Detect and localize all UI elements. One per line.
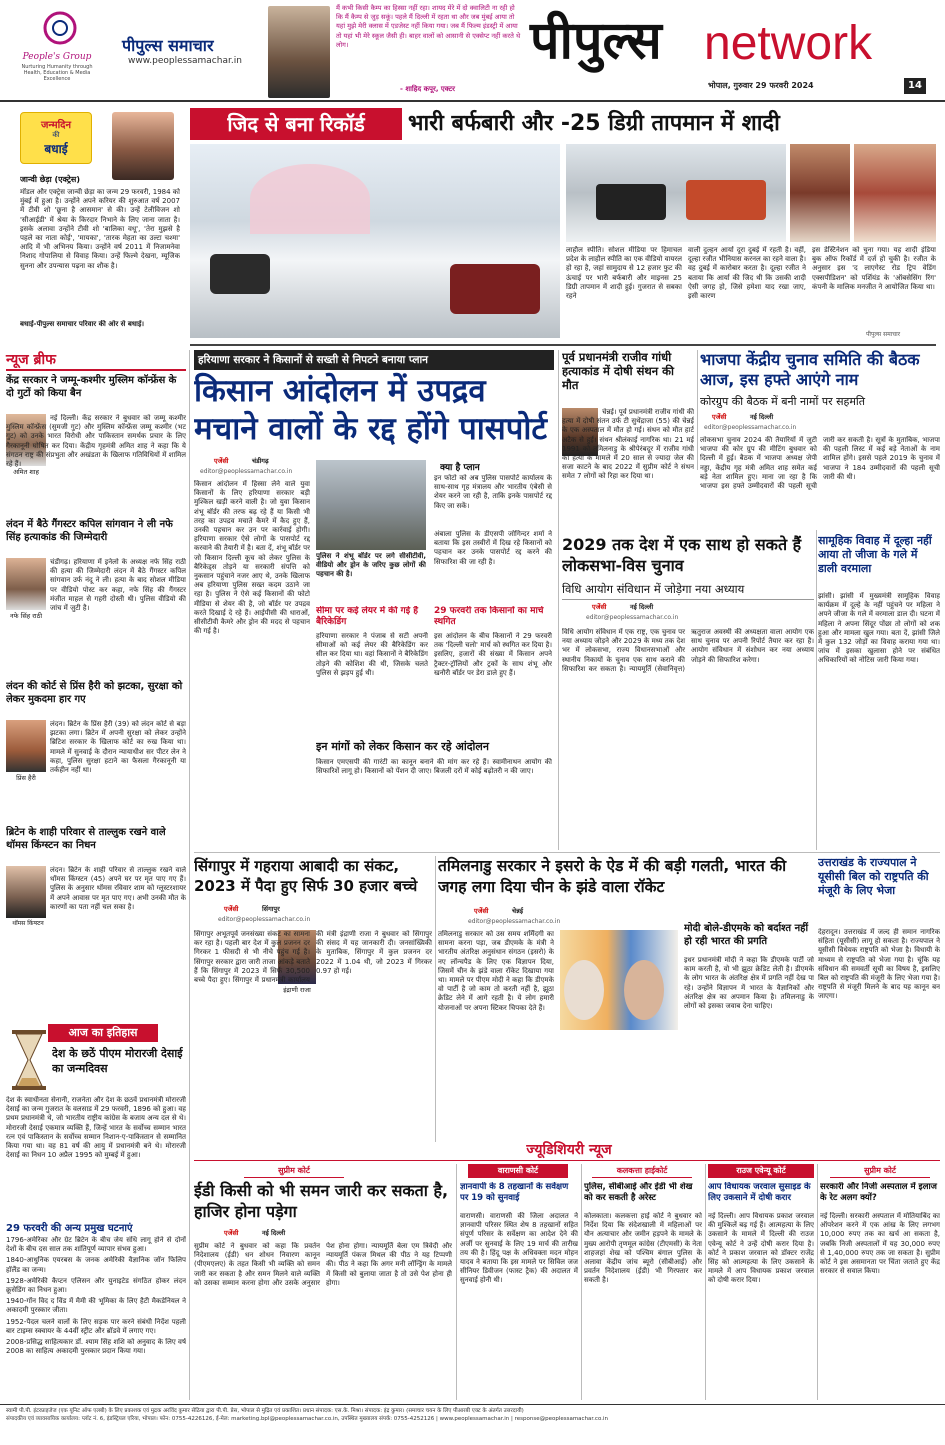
isro-place: चेन्नई [512, 907, 524, 915]
history-event: 1796-अमेरिका और ग्रेट ब्रिटेन के बीच जेय संधि लागू होने से दोनों देशों के बीच दस साल तक शांतिपूर्ण व्यापार संभव हुआ। [6, 1236, 186, 1254]
ed-body: सुप्रीम कोर्ट ने बुधवार को कहा कि प्रवर्तन निदेशालय (ईडी) धन शोधन निवारण कानून (पीएमएलए) के तहत किसी भी व्यक्ति को समन जारी कर सकता है और समन मिलने वाले व्यक्ति को उसका सम्मान करना होगा और उसके अनुसार पेश होना होगा। न्यायमूर्ति बेला एम त्रिवेदी और न्यायमूर्ति पंकज मिथल की पीठ ने यह टिप्पणी की। पीठ ने कहा कि अगर मनी लॉन्ड्रिंग के मामले में किसी को बुलाया जाता है तो उसे पेश होना ही होगा। [194, 1242, 452, 1287]
hospitals-headline: सरकारी और निजी अस्पताल में इलाज के रेट अलग क्यों? [820, 1182, 937, 1203]
passport-sub1-title: सीमा पर कई लेयर में की गई है बैरिकेडिंग [316, 606, 419, 627]
rouse-tag: राउज एवेन्यू कोर्ट [708, 1164, 814, 1178]
judiciary-hospitals [820, 1164, 940, 1400]
bjp-email: editor@peoplessamachar.co.in [704, 424, 797, 431]
rouse-headline: आप विधायक जरवाल सुसाइड के लिए उकसाने में दोषी करार [708, 1182, 811, 1203]
marriage-story [818, 534, 940, 850]
judiciary-calcutta [584, 1164, 702, 1400]
left-column-rule [189, 350, 190, 1400]
isro-email: editor@peoplessamachar.co.in [468, 918, 561, 925]
logo-icon [40, 8, 80, 48]
wedding-credit: पीपुल्स समाचार [866, 331, 901, 338]
one-nation-credit: एजेंसी [592, 603, 607, 611]
wedding-jeep-photo [566, 144, 786, 242]
brief-2-body: चंडीगढ़। हरियाणा में इनेलो के अध्यक्ष नफे सिंह राठी की हत्या की जिम्मेदारी लंदन में बैठे गैंगस्टर कपिल सांगवान उर्फ नंदू ने ली। हत्या के बाद सोशल मीडिया पर वीडियो पोस्ट कर कहा, नफे सिंह की गैंगस्टर मंजीत माहल से गहरी दोस्ती थी। पुलिस वीडियो की जांच में जुटी है। [50, 558, 186, 613]
brief-1-headline: केंद्र सरकार ने जम्मू-कश्मीर मुस्लिम कॉन्फ्रेंस के दो गुटों को किया बैन [6, 375, 177, 399]
passport-place: चंडीगढ़ [252, 457, 269, 465]
mid-column-rule [558, 350, 559, 850]
footer-imprint [6, 1407, 939, 1441]
nafe-singh-photo [6, 558, 46, 610]
brief-3-caption: प्रिंस हैरी [16, 774, 36, 782]
brand-name: पीपुल्स समाचार [122, 36, 214, 55]
history-event: 1840-आधुनिक एयरबस के जनक अमेरिकी वैज्ञानिक जॉन फिलिप हॉलैंड का जन्म। [6, 1256, 186, 1274]
isro-headline: तमिलनाडु सरकार ने इसरो के ऐड में की बड़ी गलती, भारत की जगह लगा दिया चीन के झंडे वाला रॉकेट [438, 857, 787, 896]
calcutta-tag: कलकत्ता हाईकोर्ट [592, 1164, 692, 1178]
brief-2-headline: लंदन में बैठे गैंगस्टर कपिल सांगवान ने ली नफे सिंह हत्याकांड की जिम्मेदारी [6, 519, 173, 543]
judiciary-col-rule [456, 1164, 457, 1400]
history-events-list [6, 1236, 186, 1398]
singapore-rule [435, 856, 436, 1142]
judiciary-col-rule [581, 1164, 582, 1400]
history-box [6, 1020, 186, 1400]
janvi-chheda-photo [112, 112, 174, 180]
shahid-kapoor-photo [268, 6, 330, 98]
peoples-group-logo [12, 8, 102, 98]
wedding-col2: वाली दुल्हन आर्या दूरा दुबई में रहती है। वहीं, दूल्हा रजीत भीनियास करनल का रहने वाला है। वह दुबई में कारोबार करता है। दूल्हा रजीत ने बताया कि आर्या की जिद थी कि उसकी शादी ऐसी जगह हो, जिसे हमेशा याद रखा जाए, इसी कारण [688, 246, 806, 301]
history-event: 1952-पैदल चलने वालों के लिए सड़क पार करने संबंधी निर्देश पहली बार टाइम्स स्क्वायर के 44वीं स्ट्रीट और ब्रॉडवे में लगाए गए। [6, 1317, 186, 1335]
footer-line-2: संपादकीय एवं व्यावसायिक कार्यालय: प्लॉट नं. 6, इंडस्ट्रियल एरिया, भोपाल। फोन: 0755-4226126, ई-मेल: marketing.bpl@peoplessamachar.co.in, उपस्थित मुख्यालय संपर्क: 0755-4252126 | www.peoplessamachar.in | response@peoplessamachar.co.in [6, 1416, 608, 1422]
wedding-snow-photo [190, 144, 560, 338]
bjp-deck: कोरग्रुप की बैठक में बनी नामों पर सहमति [700, 395, 866, 408]
judiciary-varanasi [460, 1164, 578, 1400]
rajiv-rule [697, 350, 698, 470]
passport-email: editor@peoplessamachar.co.in [200, 468, 293, 475]
judiciary-col-rule [705, 1164, 706, 1400]
history-events-title: 29 फरवरी की अन्य प्रमुख घटनाएं [6, 1223, 133, 1234]
passport-sub1-body: हरियाणा सरकार ने पंजाब से सटी अपनी सीमाओं को कई लेयर की बैरिकेडिंग कर सील कर दिया था। वहां किसानों ने बैरिकेडिंग तोड़ने की कोशिश की थी, जिसके चलते पुलिस से झड़प हुई थी। [316, 632, 428, 677]
news-brief-title: न्यूज ब्रीफ [6, 350, 186, 371]
birthday-wish: बधाई-पीपुल्स समाचार परिवार की ओर से बधाई। [20, 320, 145, 328]
rouse-body: नई दिल्ली। आप विधायक प्रकाश जरवाल की मुश्किलें बढ़ गई हैं। आत्महत्या के लिए उकसाने के मामले में दिल्ली की राउज एवेन्यू कोर्ट ने उन्हें दोषी करार दिया है। कोर्ट ने प्रकाश जरवाल को डॉक्टर राजेंद्र सिंह को आत्महत्या के लिए उकसाने के मामले में आप विधायक प्रकाश जरवाल को दोषी करार दिया। [708, 1212, 814, 1285]
calcutta-body: कोलकाता। कलकत्ता हाई कोर्ट ने बुधवार को निर्देश दिया कि संदेशखाली में महिलाओं पर यौन अत्याचार और जमीन हड़पने के मामले के मुख्य आरोपी तृणमूल कांग्रेस (टीएमसी) के नेता शाहजहां शेख को पश्चिम बंगाल पुलिस के अलावा केंद्रीय जांच ब्यूरो (सीबीआई) और प्रवर्तन निदेशालय (ईडी) भी गिरफ्तार कर सकती है। [584, 1212, 702, 1285]
passport-kicker: हरियाणा सरकार ने किसानों से सख्ती से निपटने बनाया प्लान [194, 350, 554, 370]
passport-sub3-body: किसान एमएसपी की गारंटी का कानून बनाने की मांग कर रहे हैं। स्वामीनाथन आयोग की सिफारिशें लागू हो। किसानों को पेंशन दी जाए। बिजली दरों में कोई बढ़ोतरी न की जाए। [316, 758, 552, 776]
birthday-banner [20, 112, 92, 164]
modi-stalin-ad-photo [560, 930, 678, 1030]
birthday-body: मॉडल और एक्ट्रेस जान्वी छेड़ा का जन्म 29 फरवरी, 1984 को मुंबई में हुआ है। उन्होंने अपने करियर की शुरुआत वर्ष 2007 में टीवी शो 'छूना है आसमान' से की। उन्हें टेलीविजन शो 'सीआईडी' में श्रेया के किरदार निभाने के लिए जाना जाता है। इसके अलावा उन्होंने टीवी शो 'बालिका वधू', 'तेरा मुझसे है पहले का नाता कोई', 'मायका', 'तारक मेहता का उल्टा चश्मा' आदि में भी अभिनय किया। उन्होंने वर्ष 2011 में निजामनेवा निशाद गोपालिया से विवाह किया। उन्हें फिल्मे देखना, म्यूजिक सुनना और उपन्यास पढ़ना का शौक है। [20, 188, 180, 270]
thomas-kingston-photo [6, 866, 46, 918]
birthday-name: जान्वी छेड़ा (एक्ट्रेस) [20, 175, 80, 184]
quote-text: मैं कभी किसी कैम्प का हिस्सा नहीं रहा। शायद मेरे में दो क्वालिटी ना रही हो कि मैं कैम्प से जुड़ सकूं। पहले मैं दिल्ली में रहता था और जब मुंबई आया तो यहां मुझे मेरी क्लास में एडजेस्ट नहीं किया गया। जब मैं फिल्म इंडस्ट्री में आया तो यहां भी मेरे स्कूल जैसी ही। बाहर वालों को आसानी से एक्सेप्ट नहीं करते थे लोग। [336, 4, 521, 49]
hourglass-icon [10, 1028, 48, 1092]
ed-tag: सुप्रीम कोर्ट [244, 1164, 344, 1178]
birthday-title-top: जन्मदिन [40, 120, 72, 131]
birthday-box [8, 108, 184, 344]
brief-2-caption: नफे सिंह राठी [9, 612, 43, 620]
passport-story [194, 350, 554, 850]
one-nation-deck: विधि आयोग संविधान में जोड़ेगा नया अध्याय [562, 582, 814, 600]
bjp-place: नई दिल्ली [750, 413, 774, 421]
brief-3-body: लंदन। ब्रिटेन के प्रिंस हैरी (39) को लंदन कोर्ट से बड़ा झटका लगा। ब्रिटेन में अपनी सुरक्षा को लेकर उन्होंने ब्रिटिश सरकार के खिलाफ कोर्ट का रुख किया था। मामले में सुनवाई के दौरान न्यायाधीश सर पीटर लेन ने कहा, पुलिस सुरक्षा हटाने का फैसला गैरकानूनी या तर्कहीन नहीं था। [50, 720, 186, 775]
masthead [0, 0, 945, 100]
singapore-body: सिंगापुर अभूतपूर्व जनसंख्या संकट का सामना कर रहा है। पहली बार देश में कुल प्रजनन दर गिरकर 1 फीसदी से भी नीचे पहुंच गई है। सिंगापुर सरकार द्वारा जारी ताजा आंकड़े बताते हैं कि सिंगापुर में 2023 में सिर्फ 30,500 बच्चे पैदा हुए। सिंगापुर में प्रधानमंत्री कार्यालय की मंत्री इंद्राणी राजा ने बुधवार को सिंगापुर की संसद में यह जानकारी दी। जनसांख्यिकी के मुताबिक, सिंगापुर में कुल प्रजनन दर 2022 में 1.04 थी, जो 2023 में गिरकर 0.97 हो गई। [194, 930, 432, 985]
singapore-credit: एजेंसी [224, 905, 239, 913]
couple-photo-1 [790, 144, 850, 242]
prince-harry-photo [6, 720, 46, 772]
top-section-rule [190, 344, 936, 346]
history-title: आज का इतिहास [48, 1024, 158, 1042]
history-event: 1940-गॉन विद द विंड में मैमी की भूमिका के लिए हैटी मैकडेनियल ने अकादमी पुरस्कार जीता। [6, 1297, 186, 1315]
one-nation-headline: 2029 तक देश में एक साथ हो सकते हैं लोकसभा-विस चुनाव [562, 535, 802, 575]
section-rule-2 [194, 852, 940, 853]
rajiv-headline: पूर्व प्रधानमंत्री राजीव गांधी हत्याकांड में दोषी संथन की मौत [562, 350, 674, 392]
couple-photo-2 [854, 144, 936, 242]
passport-sub2-body: इस आंदोलन के बीच किसानों ने 29 फरवरी तक 'दिल्ली चलो' मार्च को स्थगित कर दिया है। इसलिए, हजारों की संख्या में किसान अपने ट्रैक्टर-ट्रॉलियों और ट्रकों के साथ शंभू और खनौरी बॉर्डर पर डेरा डाले हुए हैं। [434, 632, 552, 677]
ed-place: नई दिल्ली [262, 1229, 286, 1237]
wedding-headline: भारी बर्फबारी और -25 डिग्री तापमान में शादी [408, 111, 780, 136]
isro-body-2: इधर प्रधानमंत्री मोदी ने कहा कि डीएमके पार्टी जो काम करती है, वो भी झूठा क्रेडिट लेती है। डीएमके के लोग भारत के अंतरिक्ष क्षेत्र में प्रगति नहीं देख पा रहे। उन्होंने विज्ञापन में भारत के वैज्ञानिकों और अंतरिक्ष क्षेत्र का अपमान किया है। तमिलनाडु के लोगों को इसका जवाब देना चाहिए। [684, 956, 814, 1011]
masthead-rule [0, 100, 945, 102]
quote-author: - शाहिद कपूर, एक्टर [400, 85, 455, 93]
singapore-story [194, 856, 432, 1142]
passport-plan-item: अंबाला पुलिस के डीएसपी जोगिन्दर शर्मा ने बताया कि इस तस्वीरों में दिख रहे किसानों को पहचान कर उनके पासपोर्ट रद्द करने की सिफारिश की जा रही है। [434, 530, 552, 566]
title-english: network [704, 17, 873, 70]
footer-rule [0, 1404, 945, 1405]
passport-plan-title: क्या है प्लान [440, 463, 480, 473]
hospitals-tag: सुप्रीम कोर्ट [830, 1164, 930, 1178]
birthday-title-bottom: बधाई [44, 142, 68, 156]
one-nation-email: editor@peoplessamachar.co.in [586, 614, 679, 621]
passport-sub3-title: इन मांगों को लेकर किसान कर रहे आंदोलन [316, 740, 489, 753]
one-nation-place: नई दिल्ली [630, 603, 654, 611]
ed-headline: ईडी किसी को भी समन जारी कर सकता है, हाजिर होना पड़ेगा [194, 1181, 449, 1221]
title-hindi: पीपुल्स [530, 11, 662, 71]
isro-body: तमिलनाडु सरकार को उस समय शर्मिंदगी का सामना करना पड़ा, जब डीएमके के मंत्री ने भारतीय अंतरिक्ष अनुसंधान संगठन (इसरो) के नए लॉन्चपैड के लिए एक विज्ञापन दिया, जिसमें चीन के झंडे वाला रॉकेट दिखाया गया था। मामले पर पीएम मोदी ने कहा कि डीएमके वो पार्टी है जो काम तो करती नहीं है, झूठा क्रेडिट लेने में आगे रहती है। ये लोग हमारी योजनाओं पर अपना स्टिकर चिपका देते हैं। [438, 930, 554, 1012]
footer-line-1: स्वामी पी.पी. इंटरप्राइजेज (एक यूनिट ऑफ एलबी) के लिए प्रकाशक एवं मुद्रक अरविंद कुमार सेठिया द्वारा पी.पी. प्रेस, भोपाल से मुद्रित एवं प्रकाशित। प्रधान संपादक: एस.के. मिश्रा। संपादक: इंद्र कुमार। (समाचार चयन के लिए पीआरबी एक्ट के अंतर्गत उत्तरदायी) [6, 1408, 524, 1414]
history-body: देश के स्वाधीनता सेनानी, राजनेता और देश के छठवें प्रधानमंत्री मोरारजी देसाई का जन्म गुजरात के वलसाड में 29 फरवरी, 1896 को हुआ। वह प्रथम प्रधानमंत्री थे, जो भारतीय राष्ट्रीय कांग्रेस के बजाय अन्य दल से थे। मोरारजी देसाई एकमात्र व्यक्ति हैं, जिन्हें भारत के सर्वोच्च सम्मान भारत रत्न एवं पाकिस्तान के सर्वोच्च सम्मान निशान-ए-पाकिस्तान से सम्मानित किया गया था। वह 81 वर्ष की आयु में प्रधानमंत्री बने थे। मोरारजी देसाई का निधन 10 अप्रैल 1995 को मुम्बई में हुआ। [6, 1096, 186, 1160]
isro-credit: एजेंसी [474, 907, 489, 915]
passport-credit: एजेंसी [214, 457, 229, 465]
judiciary-rule [194, 1160, 940, 1161]
singapore-place: सिंगापुर [262, 905, 280, 913]
history-event: 1928-अमेरिकी कैप्टन एलिसन और युनाइटेड संगठित होकर लंदन क्रूसेडिंग का निधन हुआ। [6, 1276, 186, 1295]
isro-story [438, 856, 814, 1142]
singapore-headline: सिंगापुर में गहराया आबादी का संकट, 2023 में पैदा हुए सिर्फ 30 हजार बच्चे [194, 857, 418, 895]
marriage-headline: सामूहिक विवाह में दूल्हा नहीं आया तो जीजा के गले में डाली वरमाला [818, 534, 932, 575]
passport-headline: किसान आंदोलन में उपद्रव मचाने वालों के रद्द होंगे पासपोर्ट [194, 373, 548, 447]
passport-photo-caption: पुलिस ने शंभू बॉर्डर पर लगे सीसीटीवी, वीडियो और ड्रोन के जरिए कुछ लोगों की पहचान की है। [316, 552, 426, 579]
bjp-credit: एजेंसी [712, 413, 727, 421]
judiciary-rouse [708, 1164, 814, 1400]
hospitals-body: नई दिल्ली। सरकारी अस्पताल में मोतियाबिंद का ऑपरेशन करने में एक आंख के लिए लगभग 10,000 रुपए तक का खर्च आ सकता है, जबकि निजी अस्पतालों में यह 30,000 रुपए से 1,40,000 रुपए तक जा सकता है। सुप्रीम कोर्ट ने इस असमानता पर चिंता जताते हुए केंद्र सरकार से सवाल किया। [820, 1212, 940, 1276]
bjp-body: लोकसभा चुनाव 2024 की तैयारियों में जुटी भाजपा की कोर ग्रुप की मीटिंग बुधवार को दिल्ली में हुई। बैठक में भाजपा अध्यक्ष जेपी नड्डा, केंद्रीय गृह मंत्री अमित शाह समेत कई बड़े नेता शामिल हुए। माना जा रहा है कि भाजपा इस हफ्ते उम्मीदवारों की पहली सूची जारी कर सकती है। सूत्रों के मुताबिक, भाजपा की पहली लिस्ट में कई बड़े नेताओं के नाम शामिल होंगे। इससे पहले 2019 के चुनाव में भाजपा ने 184 उम्मीदवारों की पहली सूची जारी की थी। [700, 436, 940, 491]
marriage-body: झांसी। झांसी में मुख्यमंत्री सामूहिक विवाह कार्यक्रम में दूल्हे के नहीं पहुंचने पर महिला ने अपने जीजा के गले में वरमाला डाल दी। घटना में महिला ने अपना सिंदूर पोंछा तो लोगों को शक हुआ और मामला खुल गया। बता दें, झांसी जिले में कुल 132 जोड़ों का विवाह कराया गया था। जांच में इसका खुलासा होने पर संबंधित अधिकारियों को नोटिस जारी किया गया। [818, 592, 940, 665]
passport-plan-item: इन फोटो को अब पुलिस पासपोर्ट कार्यालय के साथ-साथ गृह मंत्रालय और भारतीय एंबेसी से शेयर करने जा रही है, ताकि इनके पासपोर्ट रद्द किए जा सकें। [434, 474, 552, 510]
judiciary-title: ज्यूडिशियरी न्यूज [526, 1142, 612, 1158]
ucc-headline: उत्तराखंड के राज्यपाल ने यूसीसी बिल को राष्ट्रपति की मंजूरी के लिए भेजा [818, 856, 929, 897]
birthday-title-mid: की [52, 131, 60, 139]
calcutta-headline: पुलिस, सीबीआई और ईडी भी शेख को कर सकती है अरेस्ट [584, 1182, 693, 1203]
one-nation-story [562, 534, 814, 850]
judiciary-ed [194, 1164, 452, 1400]
brief-1-body: नई दिल्ली। केंद्र सरकार ने बुधवार को जम्मू कश्मीर मुस्लिम कॉन्फ्रेंस (सुमजी गुट) और मुस्लिम कॉन्फ्रेंस जम्मू कश्मीर (भट गुट) को उनके भारत विरोधी और पाकिस्तान समर्थक प्रचार के लिए गैरकानूनी घोषित कर दिया। केंद्रीय गृहमंत्री अमित शाह ने कहा कि ये संगठन राष्ट्र की संप्रभुता और अखंडता के खिलाफ गतिविधियों में शामिल रहे हैं। [6, 414, 186, 469]
wedding-col1: लाहौल स्पीति। सोशल मीडिया पर हिमाचल प्रदेश के लाहौल स्पीति का एक वीडियो वायरल हो रहा है, जहां सामुदाय से 12 हजार फुट की ऊंचाई पर भारी बर्फबारी और माइनस 25 डिग्री तापमान में शादी हुई। गुजरात से सबका रहने [566, 246, 682, 301]
rajiv-story [562, 350, 694, 530]
judiciary-col-rule [817, 1164, 818, 1400]
ucc-story [818, 856, 940, 1142]
bjp-headline: भाजपा केंद्रीय चुनाव समिति की बैठक आज, इस हफ्ते आएंगे नाम [700, 350, 920, 389]
right-column-rule [816, 530, 817, 850]
varanasi-tag: वाराणसी कोर्ट [468, 1164, 568, 1178]
passport-body: किसान आंदोलन में हिस्सा लेने वाले युवा किसानों के लिए हरियाणा सरकार बड़ी मुश्किल खड़ी करने वाली है। जो युवा किसान शंभू बॉर्डर की तरफ बढ़ रहे हैं या किसी भी तरह का उपद्रव मचाते कैमरे में कैद हुए हैं, उनकी पहचान कर उन पर कार्रवाई होगी। हरियाणा सरकार ऐसे लोगों के पासपोर्ट रद्द करवाने की तैयारी में है। बता दें, शंभू बॉर्डर पर जो किसान दिल्ली कूच को लेकर पुलिस के बैरिकेड्स तोड़ने या सरकारी संपत्ति को नुकसान पहुंचाने नजर आए थे, उनके खिलाफ अब हरियाणा पुलिस सख्त कदम उठाने जा रहा है। पुलिस ने ऐसे कई किसानों की फोटो मीडिया से शेयर की है, जो बॉर्डर पर उपद्रव करते दिखाई दे रहे हैं। आईपीसी की धाराओं, सीसीटीवी कैमरे और ड्रोन की मदद से पहचान की गई है। [194, 480, 310, 636]
brief-4-caption: थॉमस किंग्स्टन [12, 920, 44, 927]
brief-1-caption: अमित शाह [13, 468, 39, 476]
group-name: People's Group [22, 52, 92, 62]
wedding-tag: जिद से बना रिकॉर्ड [190, 108, 402, 140]
varanasi-body: वाराणसी। वाराणसी की जिला अदालत ने ज्ञानवापी परिसर स्थित शेष 8 तहखानों सहित संपूर्ण परिसर के सर्वेक्षण का आदेश देने की अर्जी पर सुनवाई के लिए 19 मार्च की तारीख तय की है। हिंदू पक्ष के अधिवक्ता मदन मोहन यादव ने बताया कि इस मामले पर सिविल जज सीनियर डिवीजन (फास्ट ट्रैक) की अदालत में सुनवाई होनी थी। [460, 1212, 578, 1285]
isro-deck: मोदी बोले-डीएमके को बर्दाश्त नहीं हो रही भारत की प्रगति [684, 923, 809, 947]
border-protest-photo [316, 460, 426, 550]
brief-4-headline: ब्रिटेन के शाही परिवार से ताल्लुक रखने वाले थॉमस किंग्स्टन का निधन [6, 827, 166, 851]
passport-sub2-title: 29 फरवरी तक किसानों का मार्च स्थगित [434, 606, 544, 627]
wedding-story [190, 106, 936, 340]
singapore-caption: इंद्राणी राजा [283, 986, 311, 994]
dateline: भोपाल, गुरुवार 29 फरवरी 2024 [708, 81, 814, 90]
ucc-body: देहरादून। उत्तराखंड में जल्द ही समान नागरिक संहिता (यूसीसी) लागू हो सकता है। राज्यपाल ने यूसीसी विधेयक राष्ट्रपति को भेजा है। विधायी के माध्यम से राष्ट्रपति को भेजा गया है। चूंकि यह संविधान की समवर्ती सूची का विषय है, इसलिए बिल को राष्ट्रपति की मंजूरी के लिए भेजा गया है। राष्ट्रपति से मंजूरी मिलने के बाद यह कानून बन जाएगा। [818, 928, 940, 1001]
brief-4-body: लंदन। ब्रिटेन के शाही परिवार से ताल्लुक रखने वाले थॉमस किंग्स्टन (45) अपने घर पर मृत पाए गए हैं। पुलिस के अनुसार थॉमस रविवार शाम को ग्लूस्टरशायर में अपने आवास पर मृत पाए गए। अभी उनकी मौत के कारणों का पता नहीं चल सका है। [50, 866, 186, 911]
one-nation-body: विधि आयोग संविधान में एक राष्ट्र, एक चुनाव पर नया अध्याय जोड़ने और 2029 के मध्य तक देश भर में लोकसभा, राज्य विधानसभाओं और स्थानीय निकायों के चुनाव एक साथ कराने की सिफारिश कर सकता है। न्यायमूर्ति (सेवानिवृत्त) ऋतुराज अवस्थी की अध्यक्षता वाला आयोग एक साथ चुनाव पर अपनी रिपोर्ट तैयार कर रहा है। आयोग संविधान में संशोधन कर नया अध्याय जोड़ने की सिफारिश करेगा। [562, 628, 814, 673]
rajiv-body: चेन्नई। पूर्व प्रधानमंत्री राजीव गांधी की हत्या में दोषी संतन उर्फ टी सुथेंद्राजा (55) की चेन्नई के एक अस्पताल में मौत हो गई। संथन को मौत हार्ट अटैक से हुई। संथन श्रीलंकाई नागरिक था। 21 मई 1991 को तमिलनाडु के श्रीपेरंबदूर में राजीव गांधी की हत्या के मामले में 20 साल से ज्यादा जेल की सजा काटने के बाद 2022 में सुप्रीम कोर्ट ने संथन समेत 7 लोगों को रिहा कर दिया था। [562, 408, 694, 481]
brief-3-headline: लंदन की कोर्ट से प्रिंस हैरी को झटका, सुरक्षा को लेकर मुकदमा हार गए [6, 681, 183, 705]
news-brief [6, 350, 186, 1016]
singapore-email: editor@peoplessamachar.co.in [218, 916, 311, 923]
page-number: 14 [904, 78, 926, 94]
varanasi-headline: ज्ञानवापी के 8 तहखानों के सर्वेक्षण पर 19 को सुनवाई [460, 1182, 569, 1203]
group-tagline: Nurturing Humanity through Health, Education & Media Excellence [21, 64, 93, 82]
brand-url[interactable]: www.peoplessamachar.in [128, 56, 242, 66]
history-headline: देश के छठें पीएम मोरारजी देसाई का जन्मदिवस [52, 1047, 183, 1075]
history-event: 2008-प्रसिद्ध साहित्यकार डॉ. श्याम सिंह शशि को अनुवाद के लिए वर्ष 2008 का साहित्य अकादमी पुरस्कार प्रदान किया गया। [6, 1338, 186, 1356]
wedding-col3: इस डेस्टिनेशन को चुना गया। यह शादी इंडिया बुक ऑफ रिकॉर्ड में दर्ज हो चुकी है। रजीत के अनुसार इस 'द लाएगेस्ट रोड ट्रिप वेडिंग एक्सपीडिशन' को पर्शियंड के 'ऑबसेसिंग रिंग' कंपनी के मालिक मनजीत ने आयोजित किया था। [812, 246, 936, 291]
ed-credit: एजेंसी [224, 1229, 239, 1237]
judiciary-section [194, 1140, 940, 1402]
